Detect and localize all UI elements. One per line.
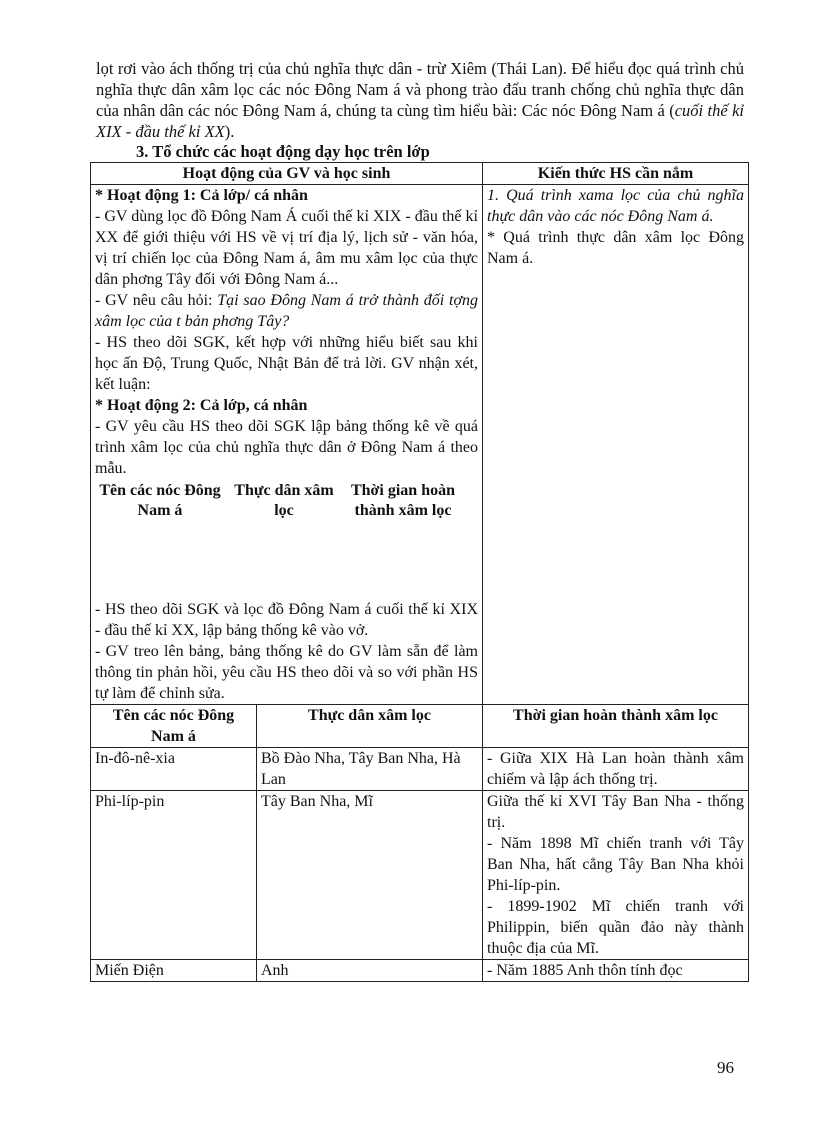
- blank-space: [95, 521, 478, 599]
- knowledge-point-2: * Quá trình thực dân xâm lọc Đông Nam á.: [487, 229, 744, 267]
- intro-paragraph: lọt rơi vào ách thống trị của chủ nghĩa thực dân - trừ Xiêm (Thái Lan). Để hiểu đọc quá trình chủ nghĩa thực dân xâm lọc các nóc Đông Nam á và phong trào đấu tranh chống chủ nghĩa thực dân của nhân dân các nóc Đông Nam á, chúng ta cùng tìm hiểu bài: Các nóc Đông Nam á (cuối thế kỉ XIX - đầu thế kỉ XX).: [96, 59, 744, 141]
- time-line: - Năm 1885 Anh thôn tính đọc: [487, 962, 683, 979]
- time-cell: [483, 748, 749, 791]
- col-time: Thời gian hoàn thành xâm lọc: [483, 705, 749, 748]
- activity-1-response: - HS theo dõi SGK, kết hợp với những hiểu biết sau khi học ấn Độ, Trung Quốc, Nhật Bản để trả lời. GV nhận xét, kết luận:: [95, 334, 478, 393]
- country-cell: In-đô-nê-xia: [91, 748, 257, 791]
- country-cell: Miến Điện: [91, 960, 257, 982]
- activity-2-teacher-task: - GV treo lên bảng, bảng thống kê do GV làm sẵn để làm thông tin phản hồi, yêu cầu HS theo dõi và so với phần HS tự làm để chỉnh sửa.: [95, 643, 478, 702]
- time-cell: [483, 960, 749, 982]
- time-line: - 1899-1902 Mĩ chiến tranh với Philippin, biến quần đảo này thành thuộc địa của Mĩ.: [487, 898, 744, 957]
- colonizer-cell: Bồ Đào Nha, Tây Ban Nha, Hà Lan: [257, 748, 483, 791]
- table-row: [91, 748, 749, 791]
- table-row: [91, 960, 749, 982]
- activity-1-text: - GV dùng lọc đồ Đông Nam Á cuối thế kỉ XIX - đầu thế kỉ XX để giới thiệu với HS về vị trí địa lý, lịch sử - văn hóa, vị trí chiến lọc của Đông Nam á, âm mu xâm lọc của thực dân phơng Tây đối với Đông Nam á...: [95, 208, 478, 288]
- activity-1-question: - GV nêu câu hỏi: Tại sao Đông Nam á trở thành đối tợng xâm lọc của t bản phơng Tây?: [95, 292, 479, 330]
- time-line: - Năm 1898 Mĩ chiến tranh với Tây Ban Nha, hất cẳng Tây Ban Nha khỏi Phi-líp-pin.: [487, 835, 744, 894]
- activities-cell: [91, 185, 483, 705]
- template-table-header: [95, 481, 478, 521]
- header-knowledge: Kiến thức HS cần nắm: [483, 163, 749, 185]
- activities-table: [90, 162, 749, 705]
- colonization-table: [90, 704, 749, 982]
- activity-2-title: * Hoạt động 2: Cả lớp, cá nhân: [95, 397, 308, 414]
- activity-1-title: * Hoạt động 1: Cả lớp/ cá nhân: [95, 187, 308, 204]
- time-line: - Giữa XIX Hà Lan hoàn thành xâm chiếm và lập ách thống trị.: [487, 750, 744, 788]
- template-col-colonizer: Thực dân xâm lọc: [234, 482, 334, 519]
- document-page: [96, 58, 744, 982]
- country-cell: Phi-líp-pin: [91, 791, 257, 960]
- page-number: 96: [717, 1058, 734, 1077]
- header-activities: Hoạt động của GV và học sinh: [91, 163, 483, 185]
- template-col-time: Thời gian hoàn thành xâm lọc: [350, 482, 455, 519]
- activity-2-text: - GV yêu cầu HS theo dõi SGK lập bảng thống kê về quá trình xâm lọc của chủ nghĩa thực dân ở Đông Nam á theo mẫu.: [95, 418, 478, 477]
- activity-2-student-task: - HS theo dõi SGK và lọc đồ Đông Nam á cuối thế kỉ XIX - đầu thế kỉ XX, lập bảng thống kê vào vở.: [95, 601, 478, 639]
- knowledge-point-1: 1. Quá trình xama lọc của chủ nghĩa thực dân vào các nóc Đông Nam á.: [487, 187, 744, 225]
- table-row: [91, 791, 749, 960]
- template-col-country: Tên các nóc Đông Nam á: [99, 482, 221, 519]
- col-colonizer: Thực dân xâm lọc: [257, 705, 483, 748]
- colonizer-cell: Anh: [257, 960, 483, 982]
- time-cell: [483, 791, 749, 960]
- section-title: 3. Tổ chức các hoạt động dạy học trên lớp: [136, 142, 430, 161]
- col-country: Tên các nóc Đông Nam á: [91, 705, 257, 748]
- colonizer-cell: Tây Ban Nha, Mĩ: [257, 791, 483, 960]
- time-line: Giữa thế kỉ XVI Tây Ban Nha - thống trị.: [487, 793, 744, 831]
- knowledge-cell: [483, 185, 749, 705]
